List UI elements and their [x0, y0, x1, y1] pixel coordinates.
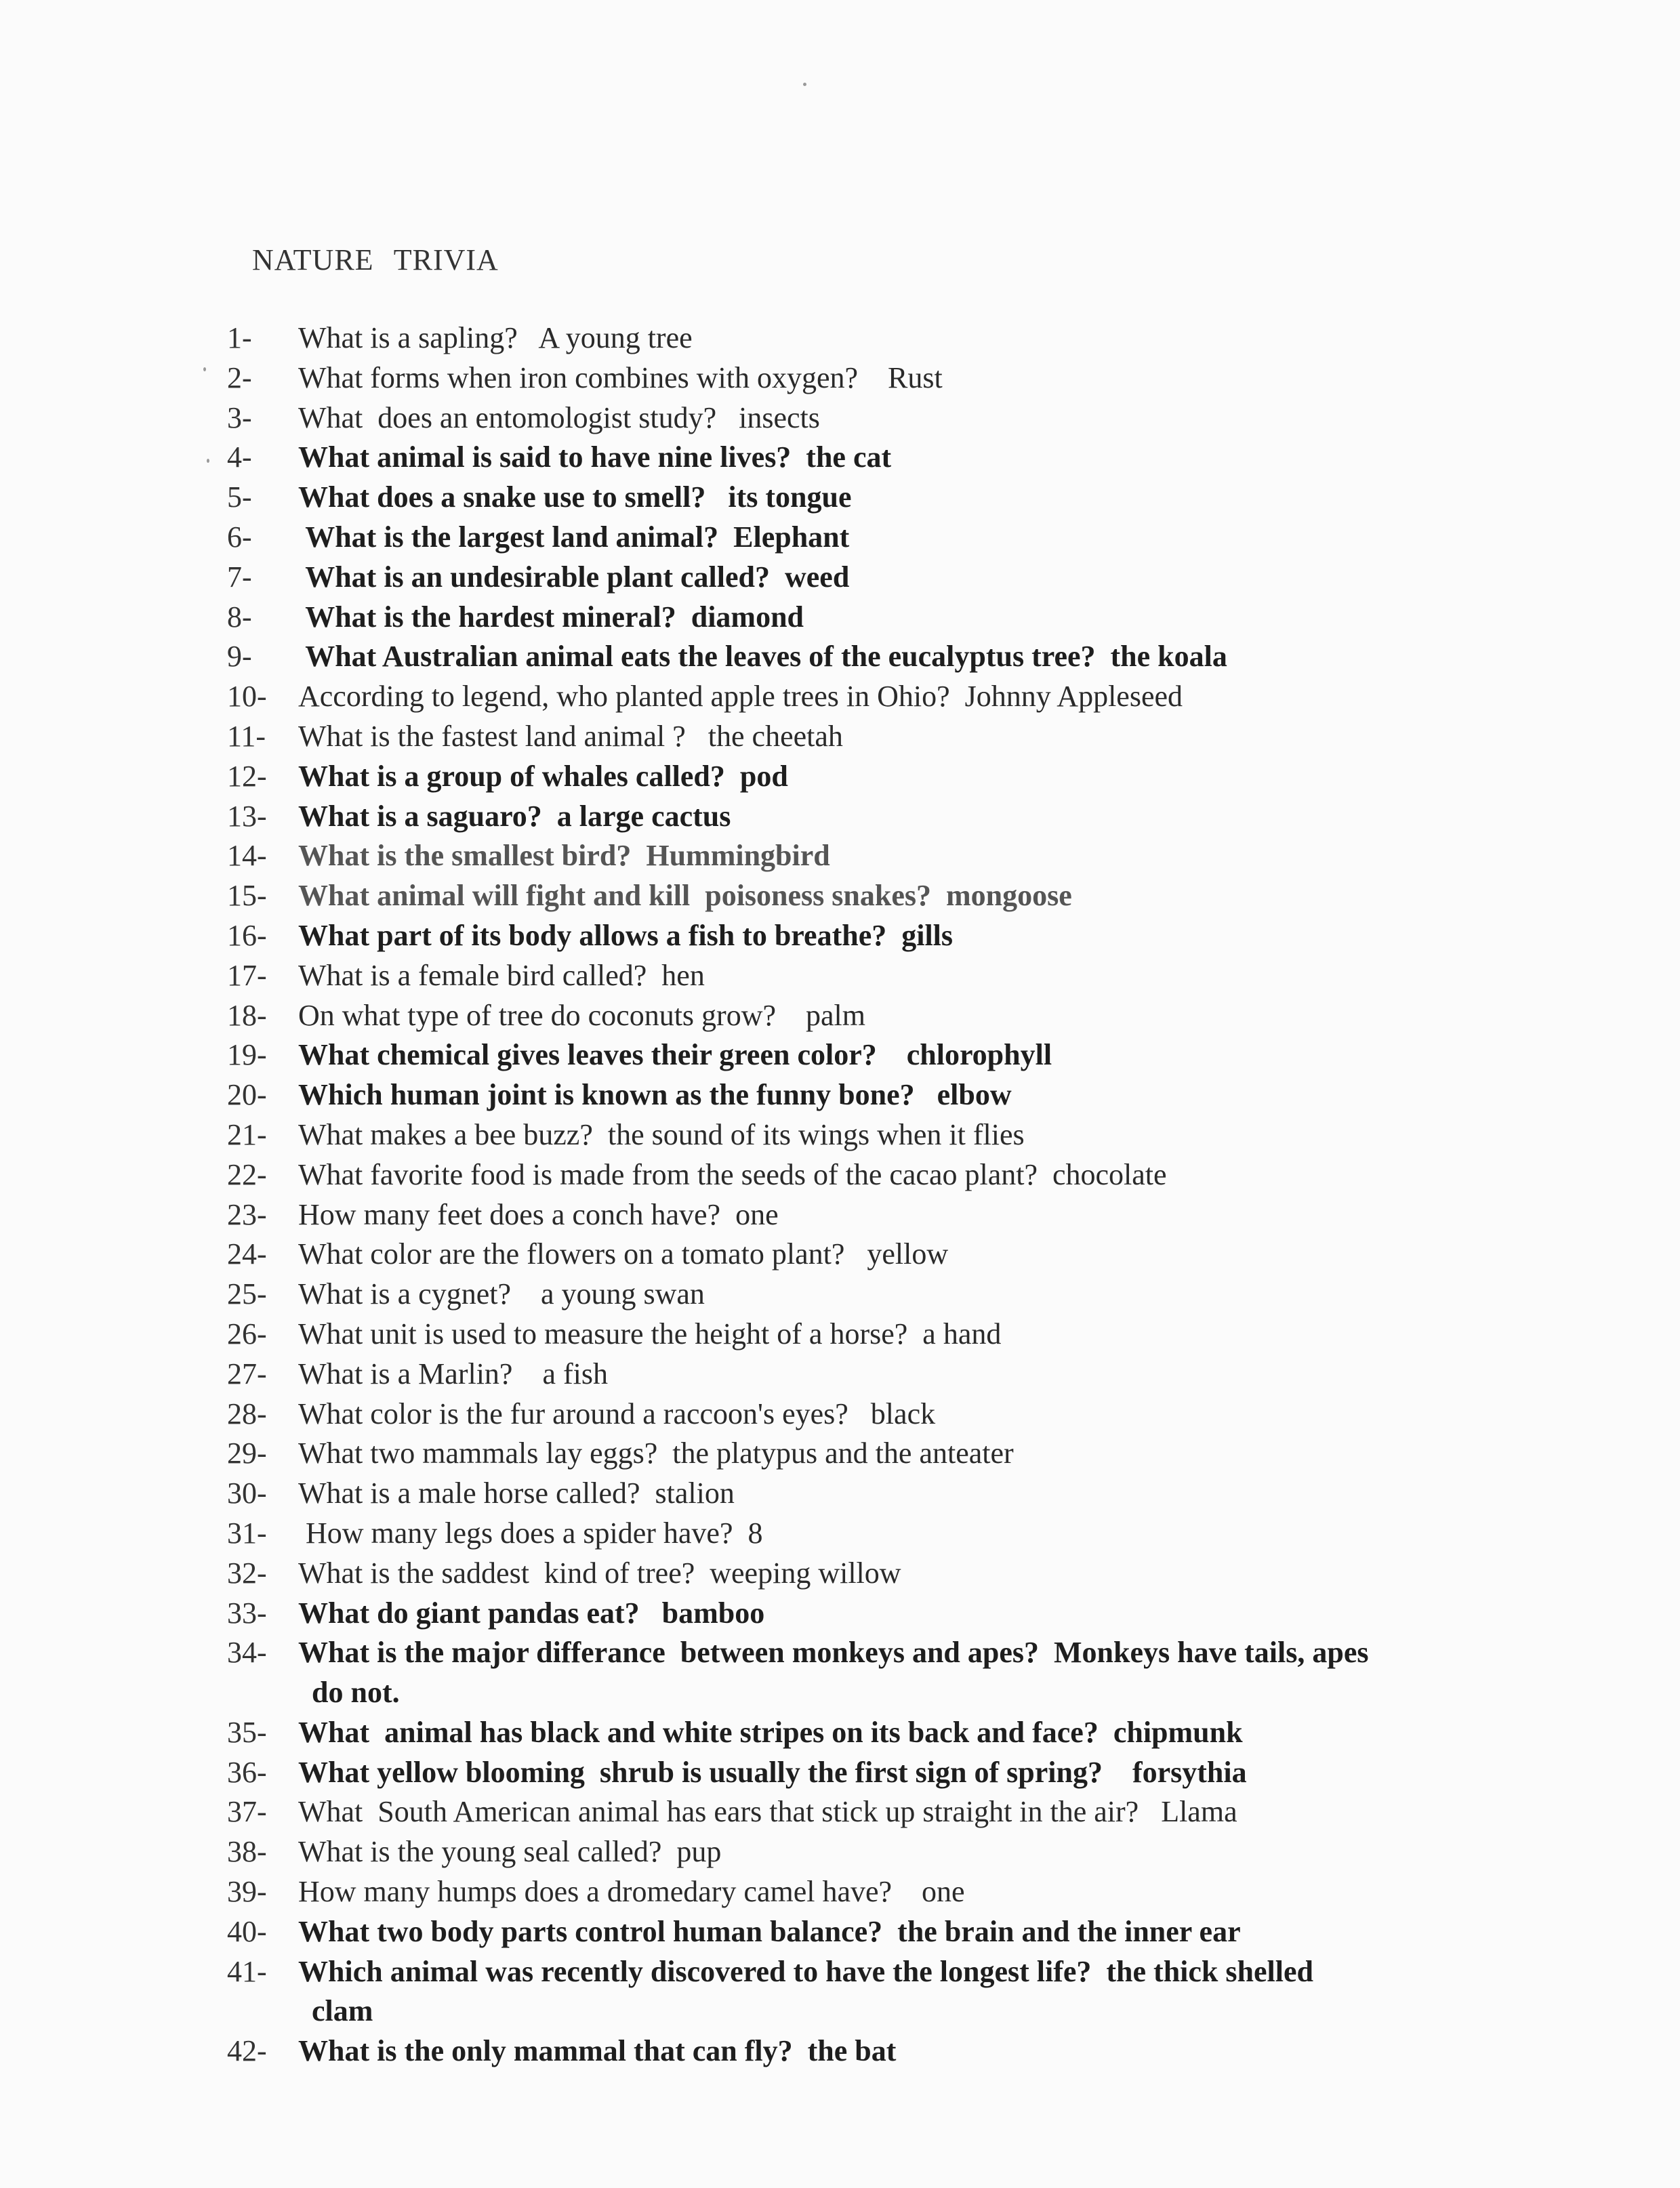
item-text: What is the largest land animal? Elephant — [298, 520, 850, 554]
item-text: What does an entomologist study? insects — [298, 400, 820, 434]
item-number: 15- — [227, 879, 267, 913]
item-question-answer — [298, 358, 1515, 398]
trivia-item — [227, 916, 1515, 956]
item-number: 41- — [227, 1954, 267, 1988]
item-question-answer — [298, 1753, 1515, 1793]
item-question-answer — [298, 518, 1515, 558]
item-question-answer — [298, 1594, 1515, 1634]
item-number: 8- — [227, 600, 252, 634]
item-number: 19- — [227, 1038, 267, 1072]
trivia-item — [227, 836, 1515, 876]
trivia-item — [227, 478, 1515, 518]
item-question-answer — [298, 996, 1515, 1036]
trivia-item — [227, 996, 1515, 1036]
trivia-item — [227, 717, 1515, 757]
item-question-answer — [298, 1155, 1515, 1195]
item-text: What two mammals lay eggs? the platypus and the anteater — [298, 1437, 1014, 1470]
trivia-item — [227, 358, 1515, 398]
trivia-item — [227, 1792, 1515, 1832]
item-text: What is the only mammal that can fly? the bat — [298, 2034, 897, 2068]
item-number: 42- — [227, 2034, 267, 2068]
item-text: What is the fastest land animal ? the cheetah — [298, 719, 843, 753]
item-number: 17- — [227, 958, 267, 992]
item-text: What is an undesirable plant called? weed — [298, 560, 850, 594]
item-text: Which animal was recently discovered to have the longest life? the thick shelled — [298, 1954, 1313, 1988]
item-number: 3- — [227, 400, 252, 434]
trivia-item — [227, 598, 1515, 638]
item-question-answer — [298, 1115, 1515, 1155]
item-text: On what type of tree do coconuts grow? palm — [298, 998, 865, 1032]
item-question-answer — [298, 1514, 1515, 1554]
trivia-item — [227, 398, 1515, 438]
item-text: What two body parts control human balance? the brain and the inner ear — [298, 1914, 1241, 1948]
item-number: 16- — [227, 918, 267, 952]
item-question-answer — [298, 1912, 1515, 1952]
item-text: What does a snake use to smell? its tongue — [298, 480, 852, 514]
trivia-item — [227, 876, 1515, 916]
trivia-item — [227, 1633, 1515, 1713]
item-number: 25- — [227, 1277, 267, 1311]
trivia-item — [227, 1155, 1515, 1195]
trivia-item — [227, 1195, 1515, 1235]
item-text: According to legend, who planted apple trees in Ohio? Johnny Appleseed — [298, 680, 1183, 714]
item-number: 13- — [227, 799, 267, 833]
item-question-answer — [298, 1195, 1515, 1235]
item-number: 39- — [227, 1875, 267, 1909]
trivia-item — [227, 1554, 1515, 1594]
item-question-answer — [298, 1713, 1515, 1753]
item-number: 6- — [227, 520, 252, 554]
item-text: What do giant pandas eat? bamboo — [298, 1596, 765, 1630]
item-number: 10- — [227, 680, 267, 714]
item-text: What animal will fight and kill poisoness snakes? mongoose — [298, 879, 1072, 913]
trivia-list — [227, 318, 1515, 2071]
item-question-answer — [298, 558, 1515, 598]
item-question-answer — [298, 1872, 1515, 1912]
trivia-item — [227, 1275, 1515, 1315]
item-number: 11- — [227, 719, 266, 753]
item-text: What is the hardest mineral? diamond — [298, 600, 804, 634]
trivia-item — [227, 558, 1515, 598]
trivia-item — [227, 1474, 1515, 1514]
trivia-item — [227, 1395, 1515, 1434]
item-question-answer — [298, 478, 1515, 518]
trivia-item — [227, 1434, 1515, 1474]
trivia-item — [227, 1952, 1515, 2032]
item-text: What is a group of whales called? pod — [298, 759, 788, 793]
trivia-item — [227, 1594, 1515, 1634]
trivia-item — [227, 677, 1515, 717]
item-number: 18- — [227, 998, 267, 1032]
item-question-answer — [298, 717, 1515, 757]
item-question-answer — [298, 2031, 1515, 2071]
item-text: What is the saddest kind of tree? weeping willow — [298, 1556, 901, 1590]
item-text: How many feet does a conch have? one — [298, 1197, 779, 1231]
trivia-item — [227, 438, 1515, 478]
scan-speck — [207, 459, 209, 463]
trivia-item — [227, 1912, 1515, 1952]
item-text: What is a Marlin? a fish — [298, 1357, 608, 1390]
item-text: Which human joint is known as the funny bone? elbow — [298, 1078, 1012, 1112]
item-question-answer — [298, 1434, 1515, 1474]
item-text: What is the major differance between monkeys and apes? Monkeys have tails, apes — [298, 1636, 1369, 1670]
item-question-answer — [298, 1035, 1515, 1075]
item-question-answer — [298, 1832, 1515, 1872]
item-number: 32- — [227, 1556, 267, 1590]
item-text: What South American animal has ears that stick up straight in the air? Llama — [298, 1795, 1237, 1829]
item-number: 24- — [227, 1237, 267, 1271]
item-text: What is a male horse called? stalion — [298, 1477, 735, 1510]
trivia-item — [227, 1713, 1515, 1753]
item-number: 4- — [227, 440, 252, 474]
item-number: 27- — [227, 1357, 267, 1390]
item-text: What is a sapling? A young tree — [298, 321, 693, 354]
item-text: How many legs does a spider have? 8 — [298, 1516, 763, 1550]
item-question-answer — [298, 876, 1515, 916]
item-text: What unit is used to measure the height of a horse? a hand — [298, 1317, 1002, 1350]
item-text: What color is the fur around a raccoon's eyes? black — [298, 1397, 936, 1430]
item-question-answer — [298, 677, 1515, 717]
item-question-answer — [298, 318, 1515, 358]
item-number: 23- — [227, 1197, 267, 1231]
item-question-answer — [298, 956, 1515, 996]
page-title: NATURE TRIVIA — [252, 243, 499, 276]
item-number: 21- — [227, 1117, 267, 1151]
item-number: 12- — [227, 759, 267, 793]
item-number: 38- — [227, 1835, 267, 1869]
item-number: 7- — [227, 560, 252, 594]
item-number: 31- — [227, 1516, 267, 1550]
item-question-answer — [298, 1355, 1515, 1395]
item-text: What part of its body allows a fish to breathe? gills — [298, 918, 954, 952]
scan-speck — [803, 83, 806, 86]
item-question-answer — [298, 1792, 1515, 1832]
item-question-answer — [298, 757, 1515, 797]
item-text: What yellow blooming shrub is usually the first sign of spring? forsythia — [298, 1755, 1247, 1789]
trivia-item — [227, 1514, 1515, 1554]
item-text: What is the young seal called? pup — [298, 1835, 722, 1869]
item-text: What is a saguaro? a large cactus — [298, 799, 731, 833]
item-question-answer — [298, 598, 1515, 638]
item-question-answer — [298, 797, 1515, 837]
trivia-item — [227, 1035, 1515, 1075]
item-question-answer — [298, 1315, 1515, 1355]
trivia-item — [227, 1355, 1515, 1395]
item-text-continuation: do not. — [312, 1676, 400, 1710]
item-text: What makes a bee buzz? the sound of its wings when it flies — [298, 1117, 1025, 1151]
item-text: What Australian animal eats the leaves of the eucalyptus tree? the koala — [298, 640, 1227, 674]
item-number: 9- — [227, 640, 252, 674]
item-text: What color are the flowers on a tomato plant? yellow — [298, 1237, 949, 1271]
trivia-item — [227, 318, 1515, 358]
item-text: What chemical gives leaves their green color? chlorophyll — [298, 1038, 1052, 1072]
item-question-answer — [298, 1952, 1515, 2032]
item-text: What is a cygnet? a young swan — [298, 1277, 705, 1311]
trivia-item — [227, 1075, 1515, 1115]
item-question-answer — [298, 916, 1515, 956]
trivia-item — [227, 1872, 1515, 1912]
item-number: 1- — [227, 321, 252, 354]
item-number: 34- — [227, 1636, 267, 1670]
item-number: 20- — [227, 1078, 267, 1112]
item-question-answer — [298, 1075, 1515, 1115]
item-text: What favorite food is made from the seeds of the cacao plant? chocolate — [298, 1157, 1167, 1191]
scan-speck — [203, 367, 206, 371]
trivia-item — [227, 1115, 1515, 1155]
item-number: 40- — [227, 1914, 267, 1948]
item-text: What is a female bird called? hen — [298, 958, 705, 992]
trivia-item — [227, 797, 1515, 837]
item-text-continuation: clam — [312, 1994, 373, 2028]
item-question-answer — [298, 637, 1515, 677]
item-number: 22- — [227, 1157, 267, 1191]
item-question-answer — [298, 398, 1515, 438]
trivia-item — [227, 518, 1515, 558]
trivia-item — [227, 637, 1515, 677]
item-question-answer — [298, 1633, 1515, 1713]
item-number: 33- — [227, 1596, 267, 1630]
item-question-answer — [298, 1474, 1515, 1514]
trivia-item — [227, 1235, 1515, 1275]
item-number: 30- — [227, 1477, 267, 1510]
item-number: 26- — [227, 1317, 267, 1350]
item-question-answer — [298, 1554, 1515, 1594]
trivia-item — [227, 956, 1515, 996]
item-number: 28- — [227, 1397, 267, 1430]
item-question-answer — [298, 438, 1515, 478]
item-text: What is the smallest bird? Hummingbird — [298, 839, 830, 873]
item-number: 35- — [227, 1715, 267, 1749]
trivia-item — [227, 757, 1515, 797]
trivia-item — [227, 1315, 1515, 1355]
item-number: 5- — [227, 480, 252, 514]
item-number: 2- — [227, 360, 252, 394]
item-text: What animal has black and white stripes on its back and face? chipmunk — [298, 1715, 1243, 1749]
item-number: 36- — [227, 1755, 267, 1789]
item-text: What forms when iron combines with oxygen? Rust — [298, 360, 943, 394]
item-text: What animal is said to have nine lives? the cat — [298, 440, 892, 474]
item-question-answer — [298, 836, 1515, 876]
item-number: 37- — [227, 1795, 267, 1829]
item-number: 29- — [227, 1437, 267, 1470]
trivia-item — [227, 1753, 1515, 1793]
item-question-answer — [298, 1235, 1515, 1275]
trivia-item — [227, 1832, 1515, 1872]
item-question-answer — [298, 1395, 1515, 1434]
trivia-item — [227, 2031, 1515, 2071]
item-text: How many humps does a dromedary camel have? one — [298, 1875, 965, 1909]
item-question-answer — [298, 1275, 1515, 1315]
item-number: 14- — [227, 839, 267, 873]
